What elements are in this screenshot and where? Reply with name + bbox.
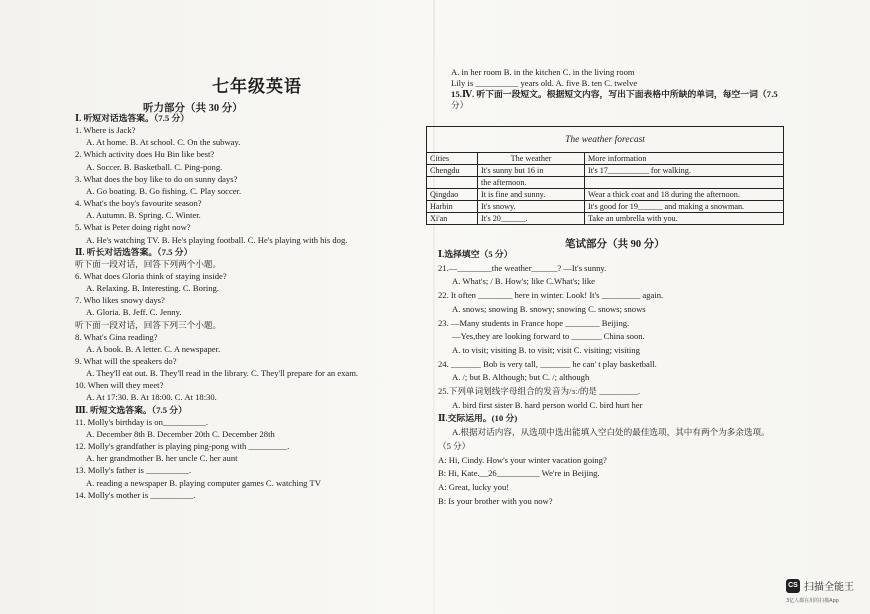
text-line: 4. What's the boy's favourite season? — [75, 198, 202, 209]
text-line: 23. —Many students in France hope ________ Beijing. — [438, 317, 630, 328]
text-line: A. /; but B. Although; but C. /; although — [452, 372, 590, 383]
text-line: A. Relaxing. B. Interesting. C. Boring. — [86, 283, 219, 294]
text-line: 8. What's Gina reading? — [75, 331, 158, 342]
text-line: 2. Which activity does Hu Bin like best? — [75, 149, 215, 160]
text-line: 25.下列单词划线字母组合的发音为/ɜː/的是 _________. — [438, 386, 640, 396]
weather-table — [426, 126, 784, 225]
table-cell — [427, 177, 478, 189]
table-cell: Take an umbrella with you. — [585, 213, 784, 225]
page-title: 七年级英语 — [212, 77, 302, 96]
table-cell: It's snowy. — [478, 201, 585, 213]
text-line: 7. Who likes snowy days? — [75, 295, 165, 306]
text-line: A: Hi, Cindy. How's your winter vacation going? — [438, 454, 607, 465]
text-line: A. snows; snowing B. snowy; snowing C. snows; snows — [452, 303, 646, 314]
text-line: A. Autumn. B. Spring. C. Winter. — [86, 210, 201, 221]
text-line: A. At 17:30. B. At 18:00. C. At 18:30. — [86, 392, 217, 403]
text-line: Ⅱ.交际运用。(10 分) — [438, 413, 518, 424]
text-line: A. What's; / B. How's; like C.What's; like — [452, 276, 595, 287]
table-cell: It's 17__________ for walking. — [585, 165, 784, 177]
table-header: The weather — [478, 153, 585, 165]
written-header: 笔试部分（共 90 分） — [565, 239, 665, 250]
text-line: 1. Where is Jack? — [75, 125, 136, 136]
text-line: A. He's watching TV. B. He's playing football. C. He's playing with his dog. — [86, 234, 348, 245]
scanner-name: 扫描全能王 — [804, 582, 854, 593]
text-line: A. her grandmother B. her uncle C. her aunt — [86, 453, 238, 464]
text-line: —Yes,they are looking forward to _______ China soon. — [452, 331, 645, 342]
text-line: 6. What does Gloria think of staying inside? — [75, 270, 227, 281]
text-line: A. Gloria. B. Jeff. C. Jenny. — [86, 307, 182, 318]
text-line: 12. Molly's grandfather is playing ping-pong with _________. — [75, 441, 290, 452]
text-line: 9. What will the speakers do? — [75, 356, 177, 366]
text-line: 听下面一段对话，回答下列三个小题。 — [75, 319, 222, 330]
table-header: Cities — [427, 153, 478, 165]
text-line: 11. Molly's birthday is on__________. — [75, 416, 209, 427]
text-line: Ⅰ.选择填空（5 分） — [438, 249, 513, 259]
text-line: A. in her room B. in the kitchen C. in the living room — [451, 67, 635, 77]
text-line: A. Go boating. B. Go fishing. C. Play soccer. — [86, 185, 242, 196]
text-line: A. At home. B. At school. C. On the subway. — [86, 137, 241, 148]
text-line: 5. What is Peter doing right now? — [75, 222, 191, 233]
listening-header: 听力部分（共 30 分） — [143, 103, 243, 114]
text-line: B: Hi, Kate.__26__________ We're in Beijing. — [438, 468, 600, 479]
text-line: 3. What does the boy like to do on sunny days? — [75, 173, 238, 184]
table-cell: It's 20______. — [478, 213, 585, 225]
text-line: 14. Molly's mother is __________. — [75, 489, 196, 500]
text-line: Lily is __________ years old. A. five B. ten C. twelve — [451, 78, 638, 88]
text-line: A. A book. B. A letter. C. A newspaper. — [86, 343, 221, 354]
text-line: 10. When will they meet? — [75, 380, 164, 391]
text-line: A: Great, lucky you! — [438, 481, 510, 492]
text-line: 13. Molly's father is __________. — [75, 465, 192, 476]
table-cell — [585, 177, 784, 189]
table-cell: Chengdu — [427, 165, 478, 177]
text-line: （5 分） — [438, 440, 471, 451]
text-line: A. Soccer. B. Basketball. C. Ping-pong. — [86, 161, 223, 172]
table-cell: It is fine and sunny. — [478, 189, 585, 201]
table-cell: It's sunny but 16 in — [478, 165, 585, 177]
page-fold — [433, 0, 435, 614]
table-cell: Qingdao — [427, 189, 478, 201]
scanner-logo — [786, 578, 854, 593]
text-line: Ⅱ. 听长对话选答案。（7.5 分） — [75, 246, 193, 257]
text-line: A. reading a newspaper B. playing computer games C. watching TV — [86, 477, 321, 488]
table-cell: Xi'an — [427, 213, 478, 225]
text-line: 15.Ⅳ. 听下面一段短文。根据短文内容，写出下面表格中所缺的单词，每空一词（7.5 — [451, 89, 778, 99]
text-line: 听下面一段对话，回答下列两个小题。 — [75, 258, 222, 269]
table-cell: It's good for 19______ and making a snowman. — [585, 201, 784, 213]
text-line: A. December 8th B. December 20th C. December 28th — [86, 428, 275, 439]
text-line: Ⅰ. 听短对话选答案。（7.5 分） — [75, 113, 190, 123]
table-cell: the afternoon. — [478, 177, 585, 189]
table-caption: The weather forecast — [427, 127, 784, 153]
table-cell: Harbin — [427, 201, 478, 213]
text-line: 分） — [451, 100, 469, 110]
text-line: Ⅲ. 听短文选答案。（7.5 分） — [75, 404, 187, 415]
text-line: A. to visit; visiting B. to visit; visit C. visiting; visiting — [452, 344, 640, 355]
cs-logo-icon: CS — [786, 579, 800, 593]
table-header: More information — [585, 153, 784, 165]
text-line: A. bird first sister B. hard person world C. bird hurt her — [452, 399, 643, 410]
table-cell: Wear a thick coat and 18 during the afternoon. — [585, 189, 784, 201]
text-line: 22. It often ________ here in winter. Look! It's _________ again. — [438, 290, 664, 301]
text-line: B: Is your brother with you now? — [438, 495, 553, 506]
text-line: A. They'll eat out. B. They'll read in the library. C. They'll prepare for an exam. — [86, 368, 359, 379]
text-line: 21.—________the weather______? —It's sunny. — [438, 262, 607, 273]
scanner-tagline: 3亿人都在用的扫描App — [786, 598, 839, 604]
text-line: 24. _______ Bob is very tall, _______ he can' t play basketball. — [438, 358, 657, 369]
text-line: A.根据对话内容，从选项中选出能填入空白处的最佳选项，其中有两个为多余选项。 — [452, 427, 770, 438]
